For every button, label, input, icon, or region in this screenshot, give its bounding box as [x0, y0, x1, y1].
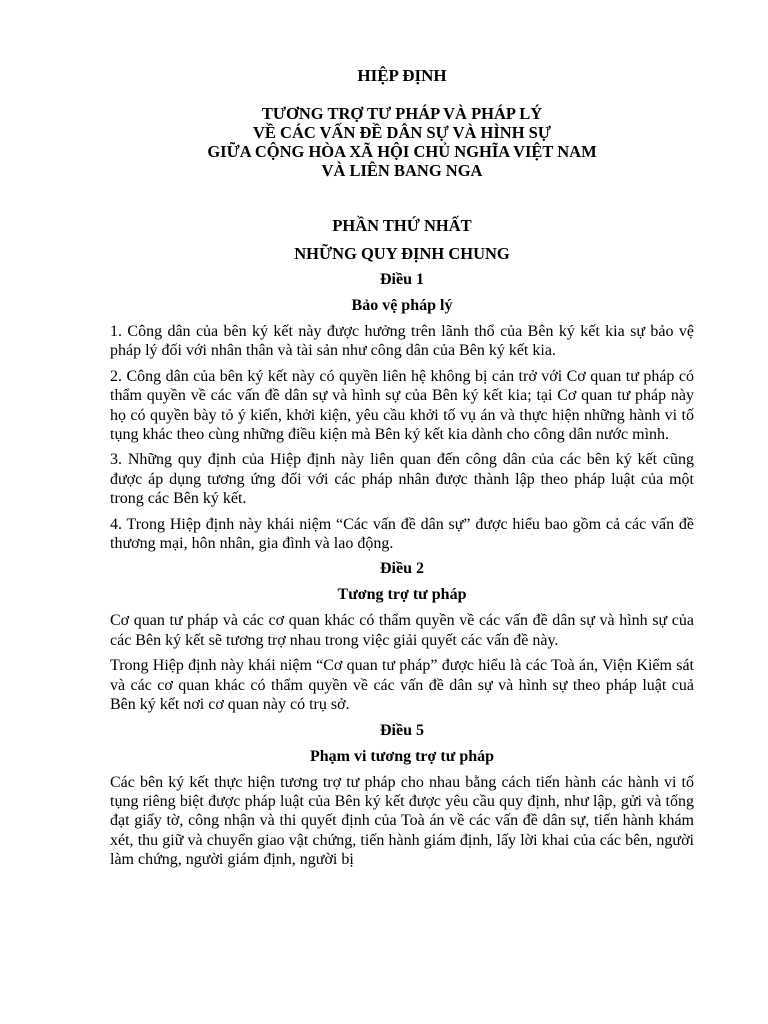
article-5	[110, 721, 694, 870]
article-paragraph: Cơ quan tư pháp và các cơ quan khác có thẩm quyền về các vấn đề dân sự và hình sự của các Bên ký kết sẽ tương trợ nhau trong việc giải quyết các vấn đề này.	[110, 612, 694, 649]
article-2	[110, 559, 694, 714]
article-paragraph: 3. Những quy định của Hiệp định này liên quan đến công dân của các bên ký kết cũng được áp dụng tương ứng đối với các pháp nhân được thành lập theo pháp luật của một trong các Bên ký kết.	[110, 451, 694, 508]
article-number: Điều 5	[380, 721, 424, 739]
article-paragraph: 2. Công dân của bên ký kết này có quyền liên hệ không bị cản trở với Cơ quan tư pháp có thẩm quyền về các vấn đề dân sự và hình sự của Bên ký kết kia; tại Cơ quan tư pháp này họ có quyền bày tỏ ý kiến, khởi kiện, yêu cầu khởi tố vụ án và thực hiện những hành vi tố tụng khác theo cùng những điều kiện mà Bên ký kết kia dành cho công dân nước mình.	[110, 367, 694, 444]
document-subtitle	[110, 104, 694, 180]
article-paragraph: Các bên ký kết thực hiện tương trợ tư pháp cho nhau bằng cách tiến hành các hành vi tố tụng riêng biệt được pháp luật của Bên ký kết được yêu cầu quy định, như lập, gửi và tống đạt giấy tờ, công nhận và thi quyết định của Toà án về các vấn đề dân sự, tiến hành khám xét, thu giữ và chuyển giao vật chứng, tiến hành giám định, lấy lời khai của các bên, người làm chứng, người giám định, người bị	[110, 773, 694, 869]
subtitle-line: VÀ LIÊN BANG NGA	[321, 161, 483, 180]
article-number: Điều 2	[380, 560, 424, 578]
document-title: HIỆP ĐỊNH	[357, 66, 447, 85]
subtitle-line: GIỮA CỘNG HÒA XÃ HỘI CHỦ NGHĨA VIỆT NAM	[207, 142, 597, 161]
subtitle-line: TƯƠNG TRỢ TƯ PHÁP VÀ PHÁP LÝ	[261, 104, 543, 123]
article-heading: Phạm vi tương trợ tư pháp	[309, 747, 495, 765]
article-paragraph: 1. Công dân của bên ký kết này được hưởng trên lãnh thổ của Bên ký kết kia sự bảo vệ pháp lý đối với nhân thân và tài sản như công dân của Bên ký kết kia.	[110, 323, 694, 360]
article-heading: Bảo vệ pháp lý	[351, 297, 453, 314]
subtitle-line: VỀ CÁC VẤN ĐỀ DÂN SỰ VÀ HÌNH SỰ	[253, 123, 551, 142]
part-number: PHẦN THỨ NHẤT	[332, 216, 472, 235]
article-paragraph: Trong Hiệp định này khái niệm “Cơ quan tư pháp” được hiểu là các Toà án, Viện Kiểm sát và các cơ quan khác có thẩm quyền về các vấn đề dân sự và hình sự theo pháp luật cuả Bên ký kết nơi cơ quan này có trụ sở.	[110, 657, 694, 714]
article-1	[110, 270, 694, 553]
part-name: NHỮNG QUY ĐỊNH CHUNG	[294, 244, 510, 263]
article-heading: Tương trợ tư pháp	[337, 586, 467, 604]
article-paragraph: 4. Trong Hiệp định này khái niệm “Các vấn đề dân sự” được hiểu bao gồm cả các vấn đề thương mại, hôn nhân, gia đình và lao động.	[110, 515, 694, 553]
article-number: Điều 1	[380, 271, 424, 288]
